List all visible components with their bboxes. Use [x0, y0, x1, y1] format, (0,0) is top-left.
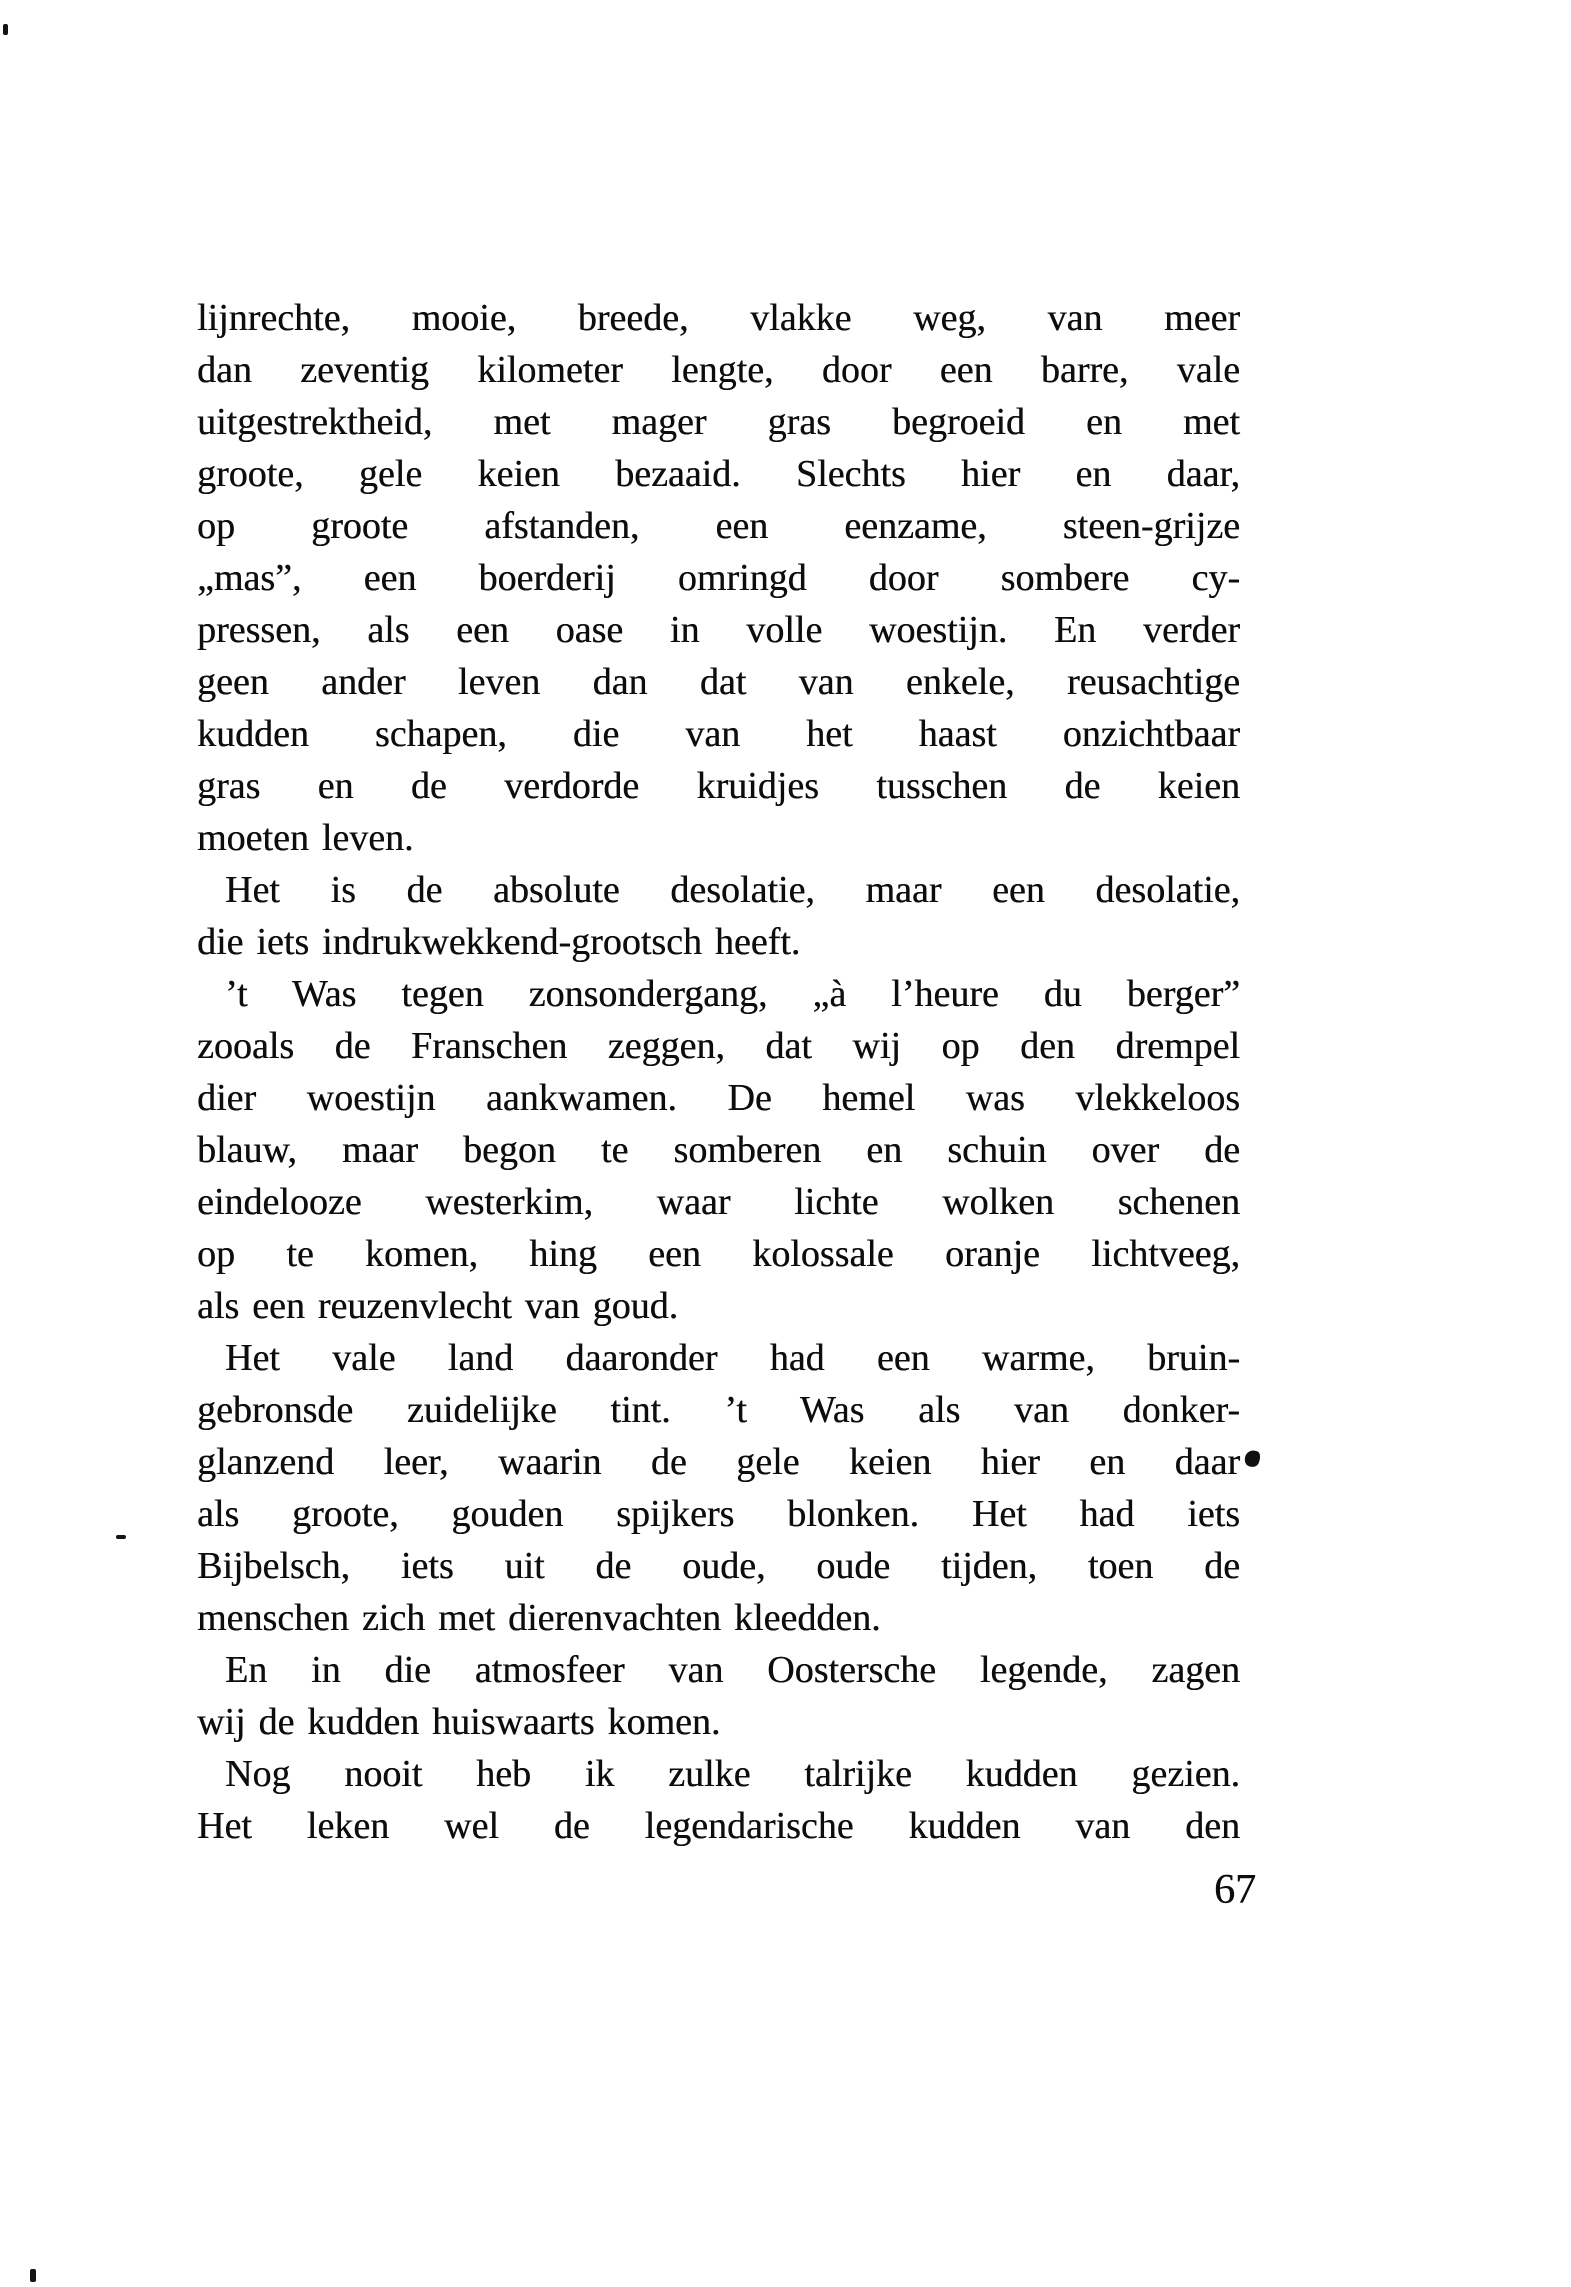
text-line: Nog nooit heb ik zulke talrijke kudden gezien.: [225, 1753, 1240, 1795]
text-line: menschen zich met dierenvachten kleedden.: [197, 1597, 881, 1639]
text-line: Het leken wel de legendarische kudden van den: [197, 1805, 1240, 1847]
text-line: kudden schapen, die van het haast onzichtbaar: [197, 713, 1240, 755]
text-line: groote, gele keien bezaaid. Slechts hier en daar,: [197, 453, 1240, 495]
text-line: Bijbelsch, iets uit de oude, oude tijden, toen de: [197, 1545, 1240, 1587]
scan-speck-artifact: [3, 24, 8, 35]
text-line: geen ander leven dan dat van enkele, reusachtige: [197, 661, 1240, 703]
ink-blot-artifact: [1242, 1448, 1263, 1470]
text-line: die iets indrukwekkend-grootsch heeft.: [197, 921, 801, 963]
text-line: dan zeventig kilometer lengte, door een barre, vale: [197, 349, 1240, 391]
text-line: ’t Was tegen zonsondergang, „à l’heure du berger”: [225, 973, 1240, 1015]
text-line: En in die atmosfeer van Oostersche legende, zagen: [225, 1649, 1240, 1691]
paragraph: [197, 1644, 1240, 1748]
text-line: gras en de verdorde kruidjes tusschen de keien: [197, 765, 1240, 807]
text-line: uitgestrektheid, met mager gras begroeid en met: [197, 401, 1240, 443]
text-line: lijnrechte, mooie, breede, vlakke weg, van meer: [197, 297, 1240, 339]
page-number: 67: [1214, 1867, 1256, 1913]
scan-speck-artifact: [30, 2269, 36, 2282]
text-line: als een reuzenvlecht van goud.: [197, 1285, 679, 1327]
text-line: „mas”, een boerderij omringd door sombere cy-: [197, 557, 1240, 599]
text-line: gebronsde zuidelijke tint. ’t Was als van donker-: [197, 1389, 1240, 1431]
text-line: zooals de Franschen zeggen, dat wij op den drempel: [197, 1025, 1240, 1067]
text-line: eindelooze westerkim, waar lichte wolken schenen: [197, 1181, 1240, 1223]
paragraph: [197, 968, 1240, 1332]
text-line: dier woestijn aankwamen. De hemel was vlekkeloos: [197, 1077, 1240, 1119]
paragraph: [197, 1332, 1240, 1644]
text-line: wij de kudden huiswaarts komen.: [197, 1701, 721, 1743]
text-line: als groote, gouden spijkers blonken. Het had iets: [197, 1493, 1240, 1535]
text-line: Het vale land daaronder had een warme, bruin-: [225, 1337, 1240, 1379]
text-line: op groote afstanden, een eenzame, steen-grijze: [197, 505, 1240, 547]
text-line: glanzend leer, waarin de gele keien hier en daar: [197, 1436, 1240, 1488]
paragraph: [197, 1748, 1240, 1852]
paragraph: [197, 292, 1240, 864]
text-line: moeten leven.: [197, 817, 414, 859]
book-page-text: [197, 292, 1240, 1852]
text-line: op te komen, hing een kolossale oranje lichtveeg,: [197, 1233, 1240, 1275]
text-line: pressen, als een oase in volle woestijn. En verder: [197, 609, 1240, 651]
scan-speck-artifact: [116, 1535, 126, 1539]
text-line: blauw, maar begon te somberen en schuin over de: [197, 1129, 1240, 1171]
text-line: Het is de absolute desolatie, maar een desolatie,: [225, 869, 1240, 911]
paragraph: [197, 864, 1240, 968]
